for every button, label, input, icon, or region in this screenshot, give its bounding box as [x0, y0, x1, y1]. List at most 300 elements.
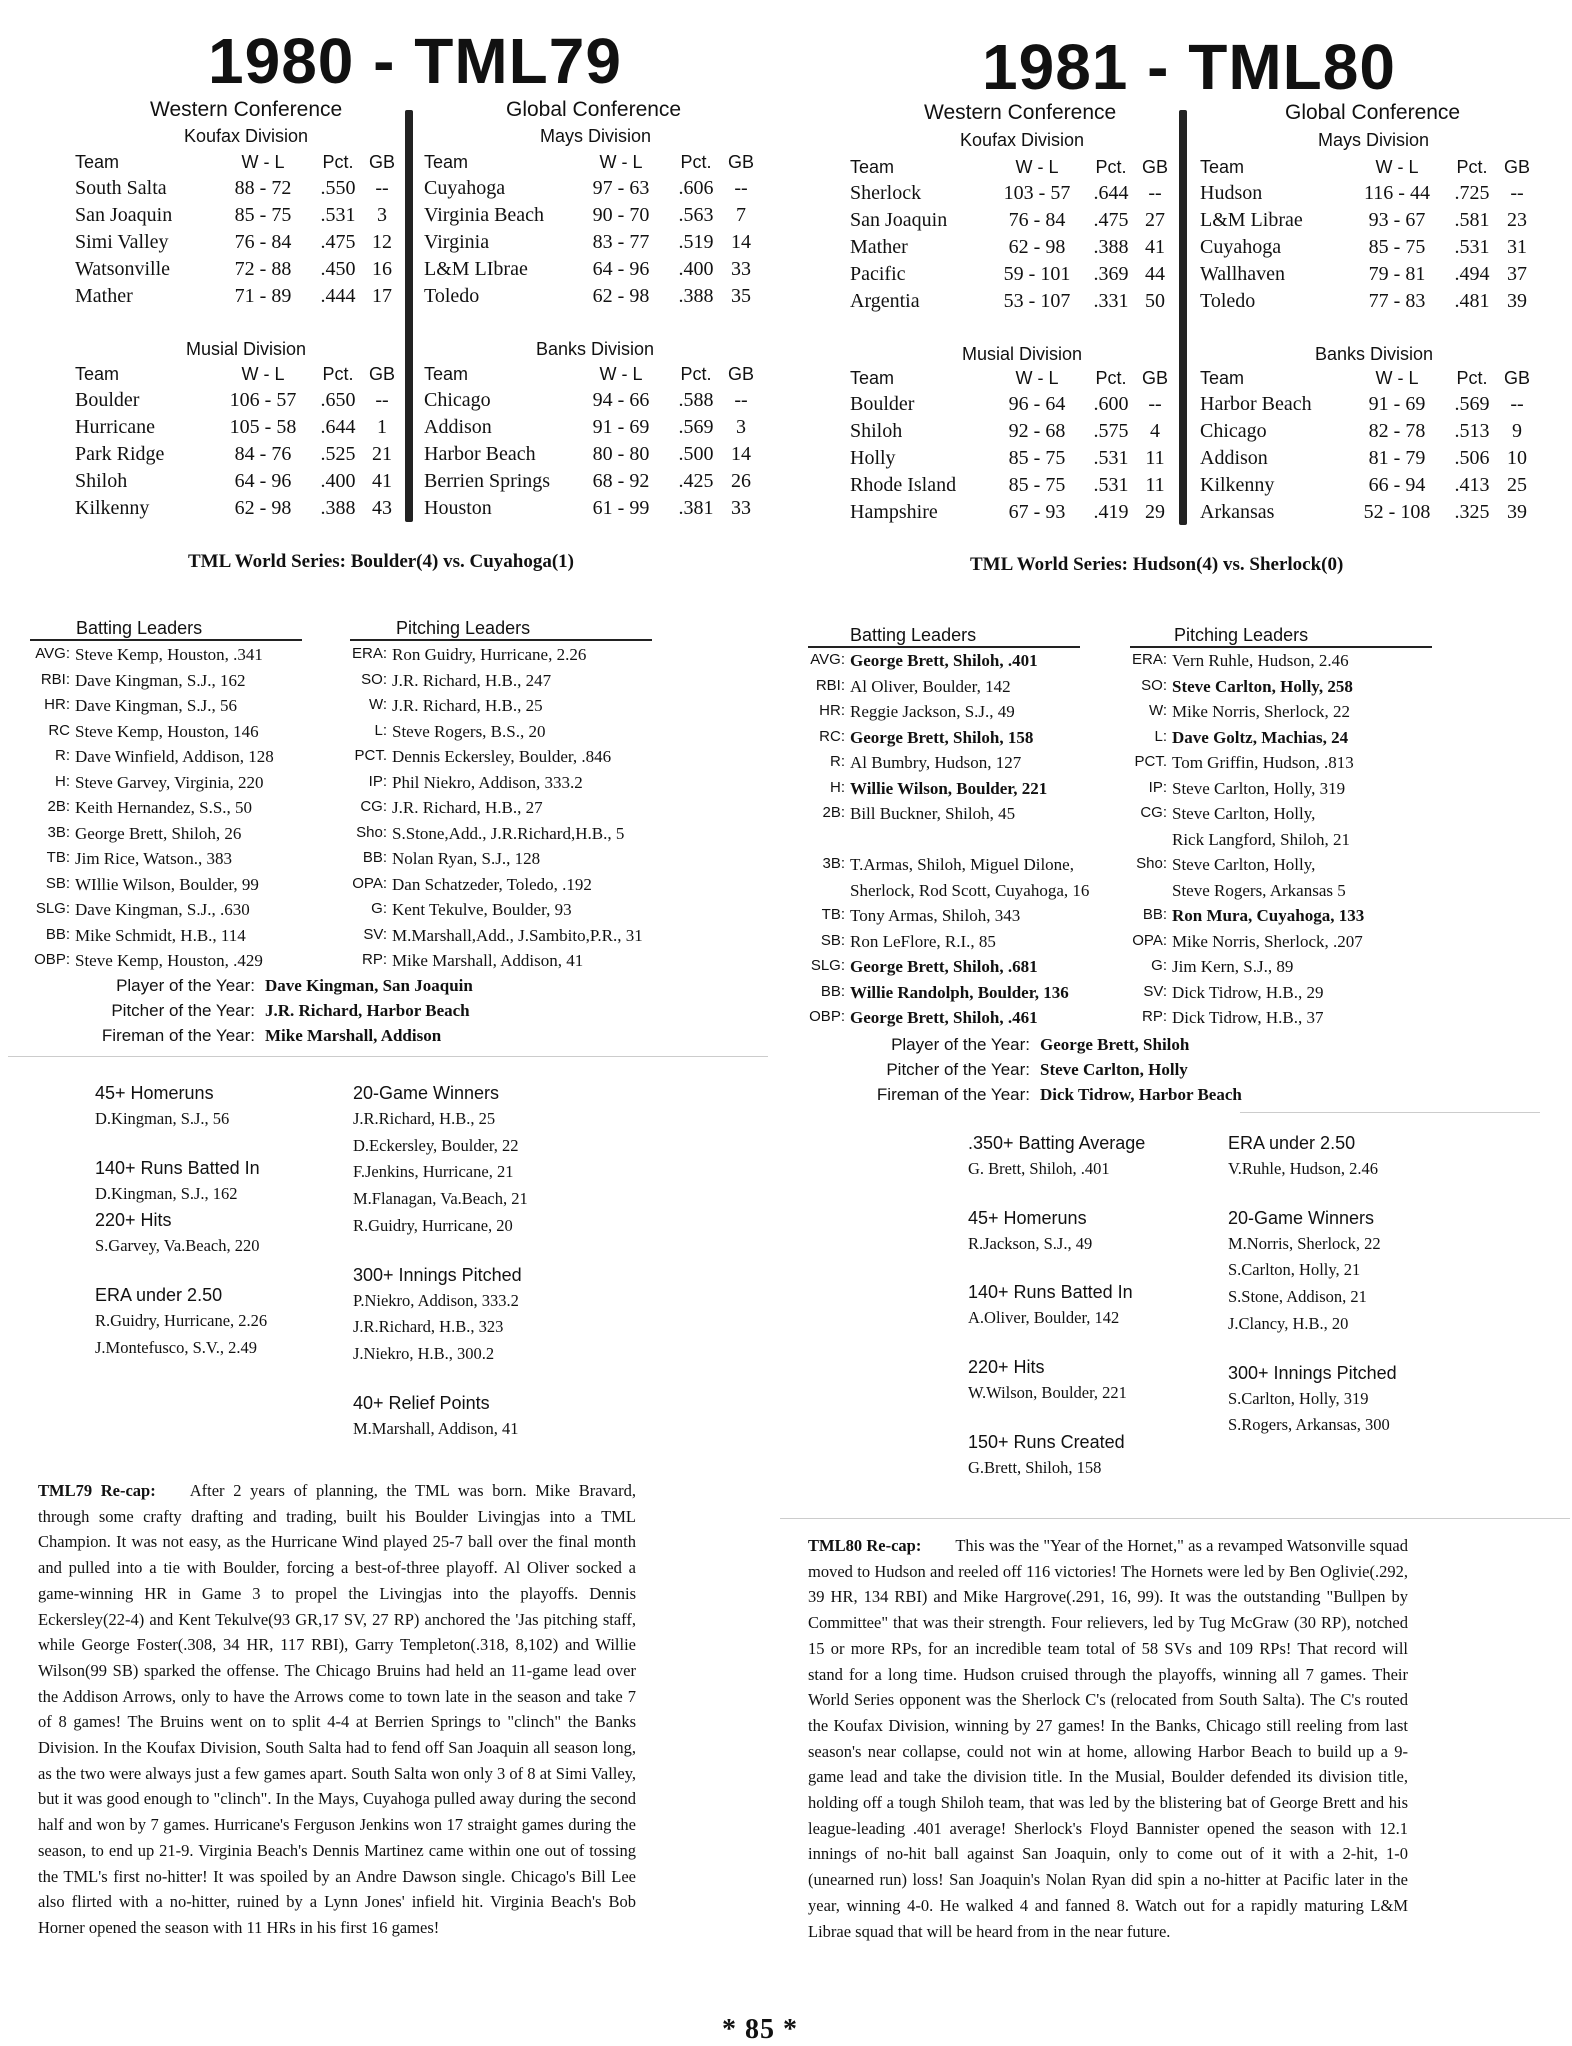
win-loss: 62 - 98: [1008, 236, 1066, 258]
milestone-item: J.Clancy, H.B., 20: [1228, 1313, 1349, 1333]
column-header: GB: [727, 364, 754, 384]
win-pct: .519: [678, 231, 714, 253]
milestone-group: [353, 1390, 528, 1443]
stat-leader: Steve Kemp, Houston, .429: [75, 951, 263, 970]
milestones-col1-1980: [95, 1080, 267, 1362]
award-winner: Dave Kingman, San Joaquin: [265, 975, 473, 995]
games-behind: 27: [1145, 209, 1165, 231]
standings-row: [850, 234, 1172, 261]
milestone-item: R.Guidry, Hurricane, 2.26: [95, 1311, 268, 1331]
milestone-item: J.Montefusco, S.V., 2.49: [95, 1337, 257, 1357]
division-title: Koufax Division: [184, 126, 309, 146]
stat-category: BB:: [45, 925, 70, 943]
milestone-group: [353, 1080, 528, 1240]
leader-row: [800, 855, 1089, 881]
milestone-group: [968, 1279, 1145, 1332]
column-header: Pct.: [1095, 157, 1127, 177]
leader-row: [800, 932, 1089, 958]
recap-label: TML79 Re-cap:: [38, 1481, 156, 1500]
team-name: Holly: [850, 447, 896, 469]
award-title: Player of the Year:: [116, 975, 255, 995]
division-title: Mays Division: [540, 126, 652, 146]
team-name: Mather: [850, 236, 908, 258]
milestone-item: J.R.Richard, H.B., 323: [353, 1317, 504, 1337]
stat-leader: Dave Goltz, Machias, 24: [1172, 727, 1349, 747]
standings-header-row: [1200, 155, 1534, 180]
world-series-result: TML World Series: Boulder(4) vs. Cuyahoga(1): [188, 551, 574, 572]
column-header: Pct.: [1456, 368, 1488, 388]
stat-leader: Phil Niekro, Addison, 333.2: [392, 772, 583, 792]
milestones-col1-1981: [968, 1130, 1145, 1482]
leader-row: [25, 671, 274, 697]
win-pct: .563: [678, 204, 714, 226]
stat-category: R:: [55, 747, 70, 764]
milestone-item: W.Wilson, Boulder, 221: [968, 1383, 1127, 1403]
standings-row: [850, 207, 1172, 234]
leader-row: [1120, 881, 1364, 907]
leader-row: [25, 747, 274, 773]
win-pct: .588: [678, 389, 714, 411]
games-behind: 43: [372, 497, 392, 519]
leaders-table: [340, 645, 643, 977]
standings-row: [424, 495, 758, 522]
win-loss: 76 - 84: [1008, 209, 1066, 231]
stat-leader: Steve Carlton, Holly, 319: [1172, 778, 1346, 798]
leader-row: [25, 926, 274, 952]
standings-row: [424, 283, 758, 310]
games-behind: 37: [1507, 263, 1527, 285]
stat-leader: Al Bumbry, Hudson, 127: [850, 753, 1022, 772]
stat-category: [1120, 830, 1172, 856]
section-divider: [8, 1056, 768, 1057]
team-name: Mather: [75, 285, 133, 307]
standings-row: [424, 387, 758, 414]
stat-leader: Dave Winfield, Addison, 128: [75, 747, 274, 766]
milestone-heading: .350+ Batting Average: [968, 1133, 1146, 1153]
milestone-item: S.Garvey, Va.Beach, 220: [95, 1236, 260, 1256]
recap-1980: [38, 1478, 636, 1941]
milestone-item: G. Brett, Shiloh, .401: [968, 1159, 1110, 1178]
column-header: GB: [1503, 157, 1530, 177]
standings-header-row: [75, 150, 399, 175]
column-header: Team: [424, 152, 469, 172]
section-divider: [780, 1518, 1570, 1519]
conference-divider: [1179, 110, 1187, 525]
leader-row: [800, 830, 1089, 856]
stat-category: TB:: [46, 849, 70, 866]
standings-row: [424, 229, 758, 256]
stat-category: IP:: [1148, 778, 1167, 796]
division-title: Koufax Division: [960, 130, 1085, 150]
milestone-item: M.Norris, Sherlock, 22: [1228, 1233, 1381, 1253]
award-row: [850, 1032, 1242, 1057]
win-pct: .475: [1093, 209, 1129, 231]
standings-row: [850, 180, 1172, 207]
stat-leader: Mike Marshall, Addison, 41: [392, 951, 584, 970]
stat-category: [800, 881, 850, 907]
standings-table: [424, 150, 758, 310]
stat-category: BB:: [1142, 906, 1167, 923]
stat-category: W:: [1148, 702, 1167, 719]
stat-category: RBI:: [40, 670, 70, 688]
stat-leader: Dick Tidrow, H.B., 37: [1172, 1008, 1324, 1027]
stat-leader: Mike Norris, Sherlock, .207: [1172, 931, 1363, 951]
column-header: Pct.: [1456, 157, 1488, 177]
win-pct: .388: [1093, 236, 1129, 258]
team-name: Cuyahoga: [424, 177, 506, 199]
milestone-heading: 40+ Relief Points: [353, 1392, 490, 1413]
games-behind: 33: [731, 497, 751, 519]
win-loss: 79 - 81: [1368, 263, 1426, 285]
leader-row: [340, 696, 643, 722]
standings-row: [850, 391, 1172, 418]
milestone-heading: 220+ Hits: [968, 1357, 1045, 1378]
stat-leader: T.Armas, Shiloh, Miguel Dilone,: [850, 855, 1074, 874]
stat-category: RC: [48, 721, 70, 739]
leader-row: [1120, 906, 1364, 932]
standings-row: [75, 256, 399, 283]
column-header: W - L: [599, 364, 643, 384]
award-title: Fireman of the Year:: [876, 1084, 1030, 1104]
stat-category: 2B:: [47, 798, 70, 815]
milestone-heading: 140+ Runs Batted In: [968, 1282, 1133, 1303]
team-name: Hurricane: [75, 416, 155, 438]
leader-row: [340, 773, 643, 799]
stat-category: SV:: [1143, 982, 1167, 1000]
stat-category: SLG:: [810, 957, 845, 974]
win-loss: 88 - 72: [234, 177, 292, 199]
leader-row: [25, 849, 274, 875]
standings-table: [850, 366, 1172, 526]
team-name: Hampshire: [850, 501, 938, 523]
stat-category: OBP:: [34, 951, 70, 968]
milestone-heading: ERA under 2.50: [1228, 1133, 1356, 1153]
stat-category: 3B:: [822, 855, 845, 872]
team-name: Pacific: [850, 263, 906, 285]
season-title: 1980 - TML79: [208, 25, 622, 97]
games-behind: 1: [377, 416, 387, 438]
standings-header-row: [424, 362, 758, 387]
win-loss: 84 - 76: [234, 443, 292, 465]
leader-row: [1120, 779, 1364, 805]
stat-leader: Willie Randolph, Boulder, 136: [850, 982, 1069, 1002]
win-loss: 68 - 92: [592, 470, 650, 492]
season-title: 1981 - TML80: [982, 31, 1396, 103]
milestone-item: M.Marshall, Addison, 41: [353, 1418, 519, 1438]
division-title: Banks Division: [1315, 344, 1434, 364]
recap-text: After 2 years of planning, the TML was born. Mike Bravard, through some crafty drafting and trading, built his Boulder Livingjas into a TML Champion. It was not easy, as the Hurricane Wind played 25-7 ball over the final month and pulled into a tie with Boulder, forcing a best-of-three playoff. Al Oliver socked a game-winning HR in Game 3 to propel the Livingjas into the playoffs. Dennis Eckersley(22-4) and Kent Tekulve(93 GR,17 SV, 27 RP) anchored the 'Jas pitching staff, while George Foster(.308, 34 HR, 117 RBI), Garry Templeton(.318, 8,102) and Willie Wilson(99 SB) sparked the offense. The Chicago Bruins had held an 11-game lead over the Addison Arrows, only to have the Arrows come to town late in the season and take 7 of 8 games! The Bruins went on to split 4-4 at Berrien Springs to "clinch" the Banks Division. In the Koufax Division, South Salta had to fend off San Joaquin all season long, as the two were always just a few games apart. South Salta won only 3 of 8 at Simi Valley, but it was good enough to "clinch". In the Mays, Cuyahoga pulled away during the second half and won by 7 games. Hurricane's Ferguson Jenkins won 17 straight games during the season, to end up 21-9. Virginia Beach's Dennis Martinez came within one out of tossing the TML's first no-hitter! It was spoiled by an Andre Dawson single. Chicago's Bill Lee also flirted with a no-hitter, ruined by a Lynn Jones' infield hit. Virginia Beach's Bob Horner opened the season with 11 HRs in his first 16 games!: [38, 1481, 636, 1937]
team-name: Sherlock: [850, 182, 922, 204]
division-title: Banks Division: [536, 339, 655, 359]
standings-header-row: [424, 150, 758, 175]
recap-1981: [808, 1533, 1408, 1944]
team-name: Boulder: [850, 393, 915, 415]
standings-row: [1200, 472, 1534, 499]
milestones-col2-1980: [353, 1080, 528, 1442]
column-header: Team: [1200, 157, 1245, 177]
standings-row: [424, 175, 758, 202]
milestone-item: S.Carlton, Holly, 319: [1228, 1388, 1369, 1408]
win-loss: 97 - 63: [592, 177, 650, 199]
leader-row: [1120, 855, 1364, 881]
milestone-item: M.Flanagan, Va.Beach, 21: [353, 1189, 528, 1209]
win-pct: .531: [320, 204, 356, 226]
win-loss: 82 - 78: [1368, 420, 1426, 442]
standings-row: [850, 499, 1172, 526]
award-winner: Dick Tidrow, Harbor Beach: [1040, 1084, 1242, 1104]
milestone-group: [95, 1282, 267, 1361]
column-header: GB: [1503, 368, 1530, 388]
column-header: W - L: [1015, 368, 1059, 388]
stat-leader: Willie Wilson, Boulder, 221: [850, 778, 1048, 798]
win-pct: .450: [320, 258, 356, 280]
awards-1981: [850, 1032, 1242, 1107]
win-loss: 52 - 108: [1363, 501, 1431, 523]
stat-leader: Kent Tekulve, Boulder, 93: [392, 900, 572, 919]
milestone-item: S.Carlton, Holly, 21: [1228, 1260, 1361, 1280]
standings-header-row: [850, 366, 1172, 391]
win-pct: .506: [1454, 447, 1490, 469]
milestone-item: J.R.Richard, H.B., 25: [353, 1109, 496, 1128]
leader-row: [1120, 753, 1364, 779]
win-pct: .525: [320, 443, 356, 465]
games-behind: 39: [1507, 501, 1527, 523]
stat-leader: Al Oliver, Boulder, 142: [850, 676, 1011, 696]
stat-category: SLG:: [35, 900, 70, 917]
standings-header-row: [75, 362, 399, 387]
standings-row: [75, 175, 399, 202]
column-header: Team: [1200, 368, 1245, 388]
standings-row: [75, 468, 399, 495]
stat-category: PCT.: [1134, 753, 1167, 770]
milestone-heading: 20-Game Winners: [353, 1083, 500, 1103]
leader-row: [800, 983, 1089, 1009]
stat-leader: Nolan Ryan, S.J., 128: [392, 849, 541, 868]
leader-row: [25, 900, 274, 926]
games-behind: 10: [1507, 447, 1527, 469]
leader-row: [340, 926, 643, 952]
team-name: Chicago: [1200, 420, 1267, 442]
stat-leader: Steve Rogers, Arkansas 5: [1172, 880, 1346, 900]
team-name: Addison: [1200, 447, 1268, 469]
leader-row: [800, 753, 1089, 779]
leaders-table: [25, 645, 274, 977]
milestone-item: S.Rogers, Arkansas, 300: [1228, 1415, 1390, 1435]
team-name: Park Ridge: [75, 443, 165, 465]
games-behind: 39: [1507, 290, 1527, 312]
win-pct: .725: [1454, 182, 1490, 204]
award-winner: Mike Marshall, Addison: [265, 1025, 442, 1045]
win-loss: 66 - 94: [1368, 474, 1426, 496]
team-name: Arkansas: [1200, 501, 1275, 523]
team-name: Shiloh: [850, 420, 903, 442]
games-behind: --: [375, 177, 389, 199]
stat-leader: George Brett, Shiloh, .401: [850, 651, 1038, 670]
win-loss: 71 - 89: [234, 285, 292, 307]
win-pct: .388: [678, 285, 714, 307]
standings-row: [1200, 288, 1534, 315]
conference-title: Global Conference: [1285, 101, 1461, 124]
award-title: Pitcher of the Year:: [111, 1000, 255, 1020]
leader-row: [800, 1008, 1089, 1034]
standings-row: [424, 202, 758, 229]
standings-musial-1980: [75, 362, 399, 522]
win-loss: 76 - 84: [234, 231, 292, 253]
stat-leader: Dave Kingman, S.J., 162: [75, 670, 246, 690]
award-title: Pitcher of the Year:: [886, 1059, 1030, 1079]
games-behind: 26: [731, 470, 751, 492]
win-pct: .550: [320, 177, 356, 199]
team-name: San Joaquin: [850, 209, 948, 231]
stat-leader: Bill Buckner, Shiloh, 45: [850, 804, 1016, 823]
column-header: W - L: [1015, 157, 1059, 177]
stat-category: ERA:: [1131, 651, 1167, 668]
standings-row: [75, 414, 399, 441]
milestone-item: P.Niekro, Addison, 333.2: [353, 1290, 519, 1310]
standings-row: [424, 441, 758, 468]
win-loss: 80 - 80: [592, 443, 650, 465]
leader-row: [800, 881, 1089, 907]
team-name: South Salta: [75, 177, 167, 199]
games-behind: 41: [1145, 236, 1165, 258]
team-name: Kilkenny: [1200, 474, 1275, 496]
games-behind: --: [375, 389, 389, 411]
leader-row: [800, 651, 1089, 677]
milestone-item: D.Kingman, S.J., 56: [95, 1109, 230, 1128]
column-header: Team: [75, 364, 120, 384]
stat-leader: Steve Kemp, Houston, .341: [75, 645, 263, 664]
standings-musial-1981: [850, 366, 1172, 526]
win-loss: 90 - 70: [592, 204, 650, 226]
leader-row: [1120, 651, 1364, 677]
win-pct: .575: [1093, 420, 1129, 442]
stat-category: L:: [1154, 727, 1167, 745]
pitching-leaders-1980: [340, 645, 643, 977]
stat-category: TB:: [821, 906, 845, 923]
milestone-group: [968, 1205, 1145, 1258]
win-loss: 116 - 44: [1364, 182, 1430, 204]
award-title: Fireman of the Year:: [101, 1025, 255, 1045]
column-header: GB: [368, 364, 395, 384]
milestone-heading: 20-Game Winners: [1228, 1207, 1375, 1228]
leader-row: [800, 804, 1089, 830]
win-pct: .500: [678, 443, 714, 465]
column-header: GB: [1141, 157, 1168, 177]
games-behind: 12: [372, 231, 392, 253]
leader-row: [1120, 983, 1364, 1009]
award-row: [850, 1057, 1242, 1082]
standings-row: [1200, 207, 1534, 234]
conference-title: Western Conference: [150, 98, 343, 121]
awards-table: [75, 973, 473, 1048]
team-name: Wallhaven: [1200, 263, 1286, 285]
stat-leader: Steve Carlton, Holly, 258: [1172, 676, 1353, 696]
milestone-item: G.Brett, Shiloh, 158: [968, 1457, 1102, 1477]
standings-row: [75, 495, 399, 522]
leader-row: [1120, 1008, 1364, 1034]
leader-row: [1120, 677, 1364, 703]
stat-leader: George Brett, Shiloh, .461: [850, 1008, 1038, 1027]
win-loss: 81 - 79: [1368, 447, 1426, 469]
win-pct: .381: [678, 497, 714, 519]
awards-1980: [75, 973, 473, 1048]
milestone-heading: 45+ Homeruns: [95, 1083, 214, 1103]
stat-category: HR:: [819, 702, 845, 719]
standings-table: [75, 150, 399, 310]
column-header: Team: [424, 364, 469, 384]
page-number: * 85 *: [722, 2014, 798, 2045]
milestone-group: [968, 1130, 1145, 1183]
stat-category: CG:: [1140, 804, 1167, 821]
games-behind: 41: [372, 470, 392, 492]
recap-text: This was the "Year of the Hornet," as a revamped Watsonville squad moved to Hudson and reeled off 116 victories! The Hornets were led by Ben Oglivie(.292, 39 HR, 134 RBI) and Mike Hargrove(.291, 16, 99). It was the outstanding "Bullpen by Committee" that was their strength. Four relievers, led by Tug McGraw (30 RP), notched 15 or more RPs, for an incredible team total of 58 SVs and 109 RPs! That record will stand for a long time. Hudson cruised through the playoffs, winning all 7 games. Their World Series opponent was the Sherlock C's (relocated from South Salta). The C's routed the Koufax Division, winning by 27 games! In the Banks, Chicago still reeling from last season's near collapse, could not win at home, allowing Harbor Beach to build up a 9-game lead and take the division title. In the Musial, Boulder defended its division title, holding off a tough Shiloh team, that was led by the blistering bat of George Brett and his league-leading .401 average! Sherlock's Floyd Bannister opened the season with 12.1 innings of no-hit ball against San Joaquin, only to come out of it with a 2-hit, 1-0 (unearned run) loss! San Joaquin's Nolan Ryan did spin a no-hitter at Pacific later in the year, winning 4-0. He walked 4 and fanned 8. Watch out for a rapidly maturing L&M Librae squad that will be heard from in the near future.: [808, 1536, 1408, 1941]
standings-row: [75, 441, 399, 468]
stat-category: SV:: [363, 925, 387, 943]
leader-row: [1120, 830, 1364, 856]
leader-row: [340, 671, 643, 697]
stat-leader: Dave Kingman, S.J., .630: [75, 900, 250, 919]
win-loss: 105 - 58: [229, 416, 297, 438]
win-pct: .425: [678, 470, 714, 492]
milestone-group: [95, 1207, 267, 1260]
stat-category: HR:: [44, 696, 70, 713]
win-pct: .419: [1093, 501, 1129, 523]
leader-row: [800, 906, 1089, 932]
games-behind: --: [1148, 182, 1162, 204]
stat-leader: Dick Tidrow, H.B., 29: [1172, 982, 1324, 1002]
leader-row: [800, 702, 1089, 728]
leader-row: [1120, 728, 1364, 754]
milestone-item: S.Stone, Addison, 21: [1228, 1287, 1367, 1307]
standings-header-row: [850, 155, 1172, 180]
team-name: Addison: [424, 416, 492, 438]
games-behind: --: [734, 177, 748, 199]
milestone-heading: 45+ Homeruns: [968, 1207, 1087, 1228]
batting-leaders-1980: [25, 645, 274, 977]
pitching-leaders-1981: [1120, 651, 1364, 1034]
column-header: Pct.: [322, 152, 354, 172]
stat-category: G:: [371, 900, 387, 917]
stat-category: AVG:: [35, 645, 70, 662]
leader-row: [340, 824, 643, 850]
column-header: Team: [850, 368, 895, 388]
win-loss: 85 - 75: [234, 204, 292, 226]
team-name: Kilkenny: [75, 497, 150, 519]
stat-leader: Steve Carlton, Holly,: [1172, 804, 1316, 823]
milestone-group: [95, 1155, 267, 1208]
standings-row: [1200, 418, 1534, 445]
milestone-group: [1228, 1360, 1397, 1439]
win-loss: 67 - 93: [1008, 501, 1066, 523]
team-name: Toledo: [1200, 290, 1256, 312]
milestone-group: [1228, 1130, 1397, 1183]
win-loss: 64 - 96: [234, 470, 292, 492]
milestone-heading: 220+ Hits: [95, 1210, 172, 1231]
leader-row: [800, 957, 1089, 983]
leader-row: [800, 779, 1089, 805]
stat-leader: Dave Kingman, S.J., 56: [75, 696, 237, 715]
team-name: L&M LIbrae: [424, 258, 528, 280]
stat-category: H:: [830, 778, 845, 796]
games-behind: 14: [731, 231, 751, 253]
win-pct: .531: [1093, 447, 1129, 469]
win-pct: .569: [1454, 393, 1490, 415]
stat-leader: Jim Kern, S.J., 89: [1172, 957, 1294, 976]
games-behind: 21: [372, 443, 392, 465]
standings-row: [424, 256, 758, 283]
leader-row: [25, 696, 274, 722]
stat-category: RP:: [361, 951, 387, 968]
